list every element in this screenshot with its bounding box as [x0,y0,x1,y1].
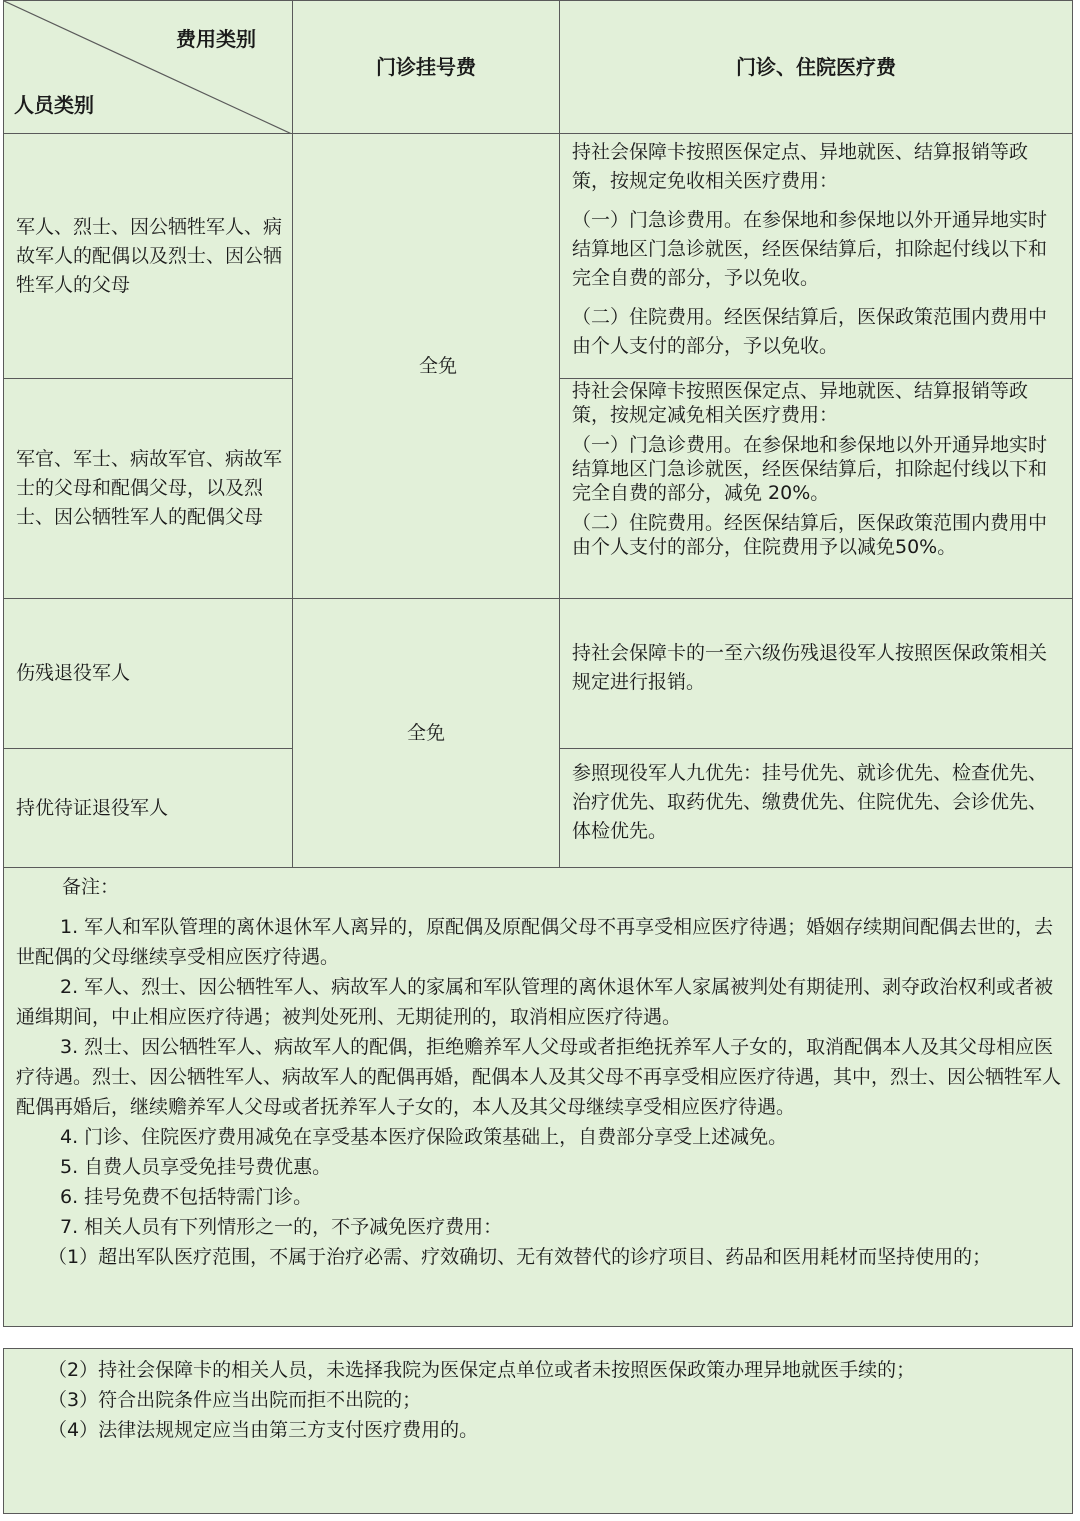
note-item: 2. 军人、烈士、因公牺牲军人、病故军人的家属和军队管理的离休退休军人家属被判处有期徒刑、剥夺政治权利或者被通缉期间，中止相应医疗待遇；被判处死刑、无期徒刑的，取消相应医疗待遇。 [16,976,1054,1028]
note-item: （4）法律法规规定应当由第三方支付医疗费用的。 [48,1419,479,1441]
column-header-registration: 门诊挂号费 [292,0,560,134]
medical-cell-row2 [559,378,1073,599]
person-cell-row2 [3,378,293,599]
note-item: 3. 烈士、因公牺牲军人、病故军人的配偶，拒绝赡养军人父母或者拒绝抚养军人子女的，取消配偶本人及其父母相应医疗待遇。烈士、因公牺牲军人、病故军人的配偶再婚，配偶本人及其父母不再享受相应医疗待遇，其中，烈士、因公牺牲军人配偶再婚后，继续赡养军人父母或者抚养军人子女的，本人及其父母继续享受相应医疗待遇。 [16,1036,1062,1118]
fee-category-label: 费用类别 [176,27,256,51]
person-category-label: 人员类别 [14,93,94,117]
person-cell-row4 [3,748,293,868]
medical-paragraph: （一）门急诊费用。在参保地和参保地以外开通异地实时结算地区门急诊就医，经医保结算后，扣除起付线以下和完全自费的部分，予以免收。 [572,209,1048,289]
notes-continued-section [3,1348,1073,1514]
person-text: 伤残退役军人 [16,662,131,684]
note-item: 7. 相关人员有下列情形之一的，不予减免医疗费用： [60,1216,503,1238]
medical-cell-row4 [559,748,1073,868]
medical-paragraph: （二）住院费用。经医保结算后，医保政策范围内费用中由个人支付的部分，予以免收。 [572,306,1048,357]
header-corner-cell [3,0,293,134]
registration-cell-group2 [292,598,560,868]
notes-section [3,867,1073,1327]
note-item: 5. 自费人员享受免挂号费优惠。 [60,1156,332,1178]
medical-paragraph: 参照现役军人九优先：挂号优先、就诊优先、检查优先、治疗优先、取药优先、缴费优先、住院优先、会诊优先、体检优先。 [572,762,1048,842]
medical-cell-row3 [559,598,1073,749]
registration-cell-group1 [292,133,560,599]
registration-value: 全免 [406,721,445,744]
note-item: 1. 军人和军队管理的离休退休军人离异的，原配偶及原配偶父母不再享受相应医疗待遇；婚姻存续期间配偶去世的，去世配偶的父母继续享受相应医疗待遇。 [16,916,1054,968]
medical-paragraph: （二）住院费用。经医保结算后，医保政策范围内费用中由个人支付的部分，住院费用予以减免50%。 [572,512,1048,558]
person-cell-row3 [3,598,293,749]
note-item: （1）超出军队医疗范围，不属于治疗必需、疗效确切、无有效替代的诊疗项目、药品和医用耗材而坚持使用的； [48,1246,992,1268]
person-text: 军官、军士、病故军官、病故军士的父母和配偶父母，以及烈士、因公牺牲军人的配偶父母 [16,448,283,528]
column-header-medical: 门诊、住院医疗费 [559,0,1073,134]
person-cell-row1 [3,133,293,379]
medical-paragraph: 持社会保障卡按照医保定点、异地就医、结算报销等政策，按规定免收相关医疗费用： [572,141,1029,192]
note-item: （3）符合出院条件应当出院而拒不出院的； [48,1389,422,1411]
medical-paragraph: 持社会保障卡的一至六级伤残退役军人按照医保政策相关规定进行报销。 [572,642,1048,693]
medical-cell-row1 [559,133,1073,379]
medical-paragraph: 持社会保障卡按照医保定点、异地就医、结算报销等政策，按规定减免相关医疗费用： [572,380,1029,426]
person-text: 持优待证退役军人 [16,796,169,819]
note-item: （2）持社会保障卡的相关人员，未选择我院为医保定点单位或者未按照医保政策办理异地就医手续的； [48,1359,916,1381]
registration-value: 全免 [418,354,457,377]
medical-paragraph: （一）门急诊费用。在参保地和参保地以外开通异地实时结算地区门急诊就医，经医保结算后，扣除起付线以下和完全自费的部分，减免 20%。 [572,434,1048,504]
person-text: 军人、烈士、因公牺牲军人、病故军人的配偶以及烈士、因公牺牲军人的父母 [16,215,283,296]
notes-title: 备注： [62,876,120,898]
note-item: 4. 门诊、住院医疗费用减免在享受基本医疗保险政策基础上，自费部分享受上述减免。 [60,1126,788,1148]
note-item: 6. 挂号免费不包括特需门诊。 [60,1186,313,1208]
